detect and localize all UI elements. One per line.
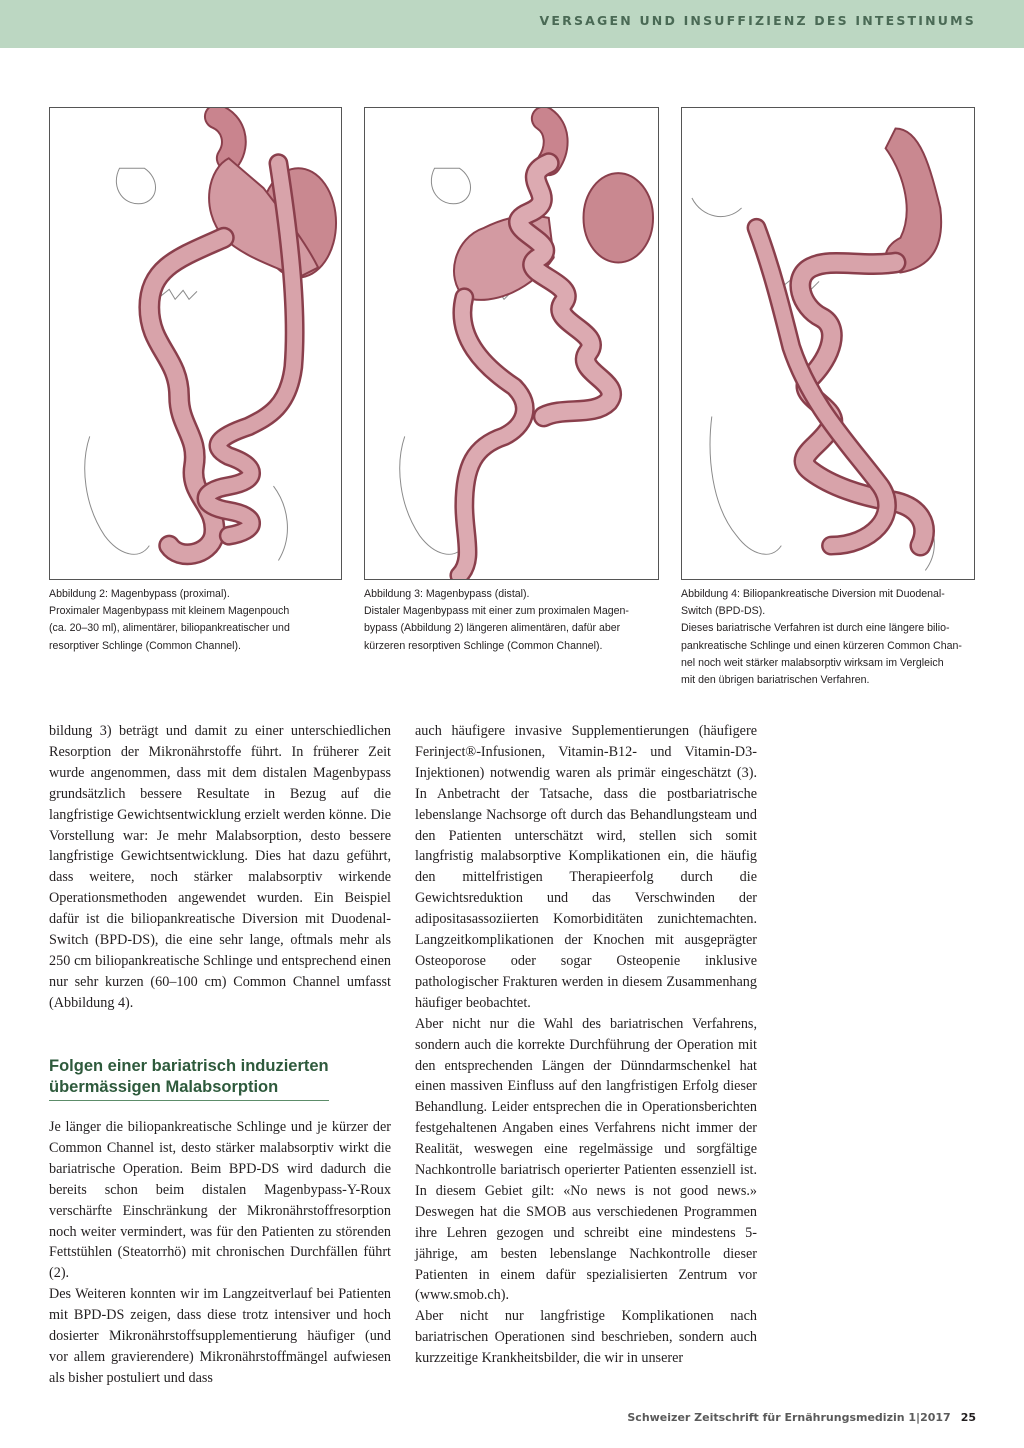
- caption-line: Abbildung 3: Magenbypass (distal).: [364, 588, 530, 600]
- paragraph: Aber nicht nur langfristige Komplikationen nach bariatrischen Operationen sind beschrieben, sondern auch kurzzeitige Krankheitsbilder, die wir in unserer: [415, 1308, 757, 1367]
- caption-line: Abbildung 4: Biliopankreatische Diversion mit Duodenal-: [681, 588, 945, 600]
- caption-line: Dieses bariatrische Verfahren ist durch eine längere bilio-: [681, 622, 950, 635]
- caption-line: nel noch weit stärker malabsorptiv wirksam im Vergleich: [681, 656, 944, 669]
- paragraph: bildung 3) beträgt und damit zu einer unterschiedlichen Resorption der Mikronährstoffe führt. In früherer Zeit wurde angenommen, dass mit dem distalen Magenbypass grundsätzlich bessere Resultate in Bezug auf die langfristige Gewichtsentwicklung erzielt werden könne. Die Vorstellung war: Je mehr Malabsorption, desto bessere langfristige Gewichtsentwicklung. Dies hat dazu geführt, dass weitere, noch stärker malabsorptiv wirkende Operationsmethoden angewendet wurden. Ein Beispiel dafür ist die biliopankreatische Diversion mit Duodenal-Switch (BPD-DS), die eine sehr lange, oftmals mehr als 250 cm biliopankreatische Schlinge und entsprechend einen nur sehr kurzen (60–100 cm) Common Channel umfasst (Abbildung 4).: [49, 723, 391, 1011]
- caption-line: bypass (Abbildung 2) längeren alimentären, dafür aber: [364, 622, 621, 635]
- caption-line: Proximaler Magenbypass mit kleinem Magenpouch: [49, 605, 290, 618]
- running-header: VERSAGEN UND INSUFFIZIENZ DES INTESTINUMS: [539, 13, 976, 28]
- figure-proximal-bypass: [49, 107, 342, 580]
- section-heading-line: Folgen einer bariatrisch induzierten: [49, 1057, 329, 1075]
- caption-line: resorptiver Schlinge (Common Channel).: [49, 639, 241, 652]
- journal-name: Schweizer Zeitschrift für Ernährungsmedizin 1|2017: [627, 1411, 951, 1424]
- caption-line: Switch (BPD-DS).: [681, 605, 766, 618]
- section-heading-line: übermässigen Malabsorption: [49, 1078, 279, 1096]
- body-column-left-top: [49, 721, 391, 1014]
- paragraph: Je länger die biliopankreatische Schlinge und je kürzer der Common Channel ist, desto stärker malabsorptiv wirkt die bariatrische Operation. Beim BPD-DS wird dadurch die bereits schon beim distalen Magenbypass-Y-Roux verschärfte Einschränkung der Mikronährstoffresorption noch weiter vermindert, was für den Patienten zu störenden Fettstühlen (Steatorrhö) mit chronischen Durchfällen führt (2).: [49, 1119, 391, 1282]
- section-heading: [49, 1056, 329, 1101]
- caption-figure-4: [681, 586, 973, 689]
- caption-figure-3: [364, 586, 662, 655]
- figure-distal-bypass: [364, 107, 659, 580]
- caption-line: Abbildung 2: Magenbypass (proximal).: [49, 588, 230, 600]
- page-number: 25: [960, 1411, 976, 1424]
- page-footer: [627, 1411, 976, 1424]
- header-band: [0, 0, 1024, 48]
- caption-line: mit den übrigen bariatrischen Verfahren.: [681, 674, 870, 687]
- caption-line: kürzeren resorptiven Schlinge (Common Channel).: [364, 639, 603, 652]
- caption-figure-2: [49, 586, 314, 655]
- caption-line: Distaler Magenbypass mit einer zum proximalen Magen-: [364, 605, 629, 618]
- paragraph: Des Weiteren konnten wir im Langzeitverlauf bei Patienten mit BPD-DS zeigen, dass diese trotz intensiver und hoch dosierter Mikronährstoffsupplementierung häufiger (und vor allem gravierendere) Mikronährstoffmängel aufwiesen als bisher postuliert und dass: [49, 1286, 391, 1386]
- body-column-right: [415, 721, 757, 1369]
- paragraph: auch häufigere invasive Supplementierungen (häufigere Ferinject®-Infusionen, Vitamin-B12- und Vitamin-D3-Injektionen) notwendig waren als primär eingeschätzt (3). In Anbetracht der Tatsache, dass die postbariatrische lebenslange Nachsorge oft durch das Behandlungsteam und den Patienten unterschätzt wird, stellen sich somit langfristig malabsorptive Komplikationen ein, die häufig den mittelfristigen Therapieerfolg durch die Gewichtsreduktion und das Verschwinden der adipositasassoziierten Komorbiditäten zunichtemachten. Langzeitkomplikationen der Knochen mit ausgeprägter Osteoporose oder sogar Osteopenie inklusive pathologischer Frakturen werden in diesem Zusammenhang häufiger beobachtet.: [415, 723, 757, 1011]
- body-column-left-bottom: [49, 1117, 391, 1389]
- distal-bypass-illustration: [365, 108, 658, 579]
- caption-line: (ca. 20–30 ml), alimentärer, biliopankreatischer und: [49, 622, 290, 635]
- bpd-ds-illustration: [682, 108, 974, 579]
- figure-bpd-ds: [681, 107, 975, 580]
- caption-line: pankreatische Schlinge und einen kürzeren Common Chan-: [681, 639, 962, 652]
- paragraph: Aber nicht nur die Wahl des bariatrischen Verfahrens, sondern auch die korrekte Durchführung der Operation mit den entsprechenden Längen der Dünndarmschenkel hat einen massiven Einfluss auf den langfristigen Erfolg dieser Behandlung. Leider entsprechen die in Operationsberichten festgehaltenen Angaben eines Verfahrens nicht immer der Realität, weswegen eine regelmässige und sorgfältige Nachkontrolle bariatrisch operierter Patienten essenziell ist. In diesem Gebiet gilt: «No news is not good news.» Deswegen hat die SMOB aus verschiedenen Programmen ihre Lehren gezogen und schreibt eine mindestens 5-jährige, am besten lebenslange Nachkontrolle dieser Patienten in einem dafür spezialisierten Zentrum vor (www.smob.ch).: [415, 1015, 757, 1304]
- proximal-bypass-illustration: [50, 108, 341, 579]
